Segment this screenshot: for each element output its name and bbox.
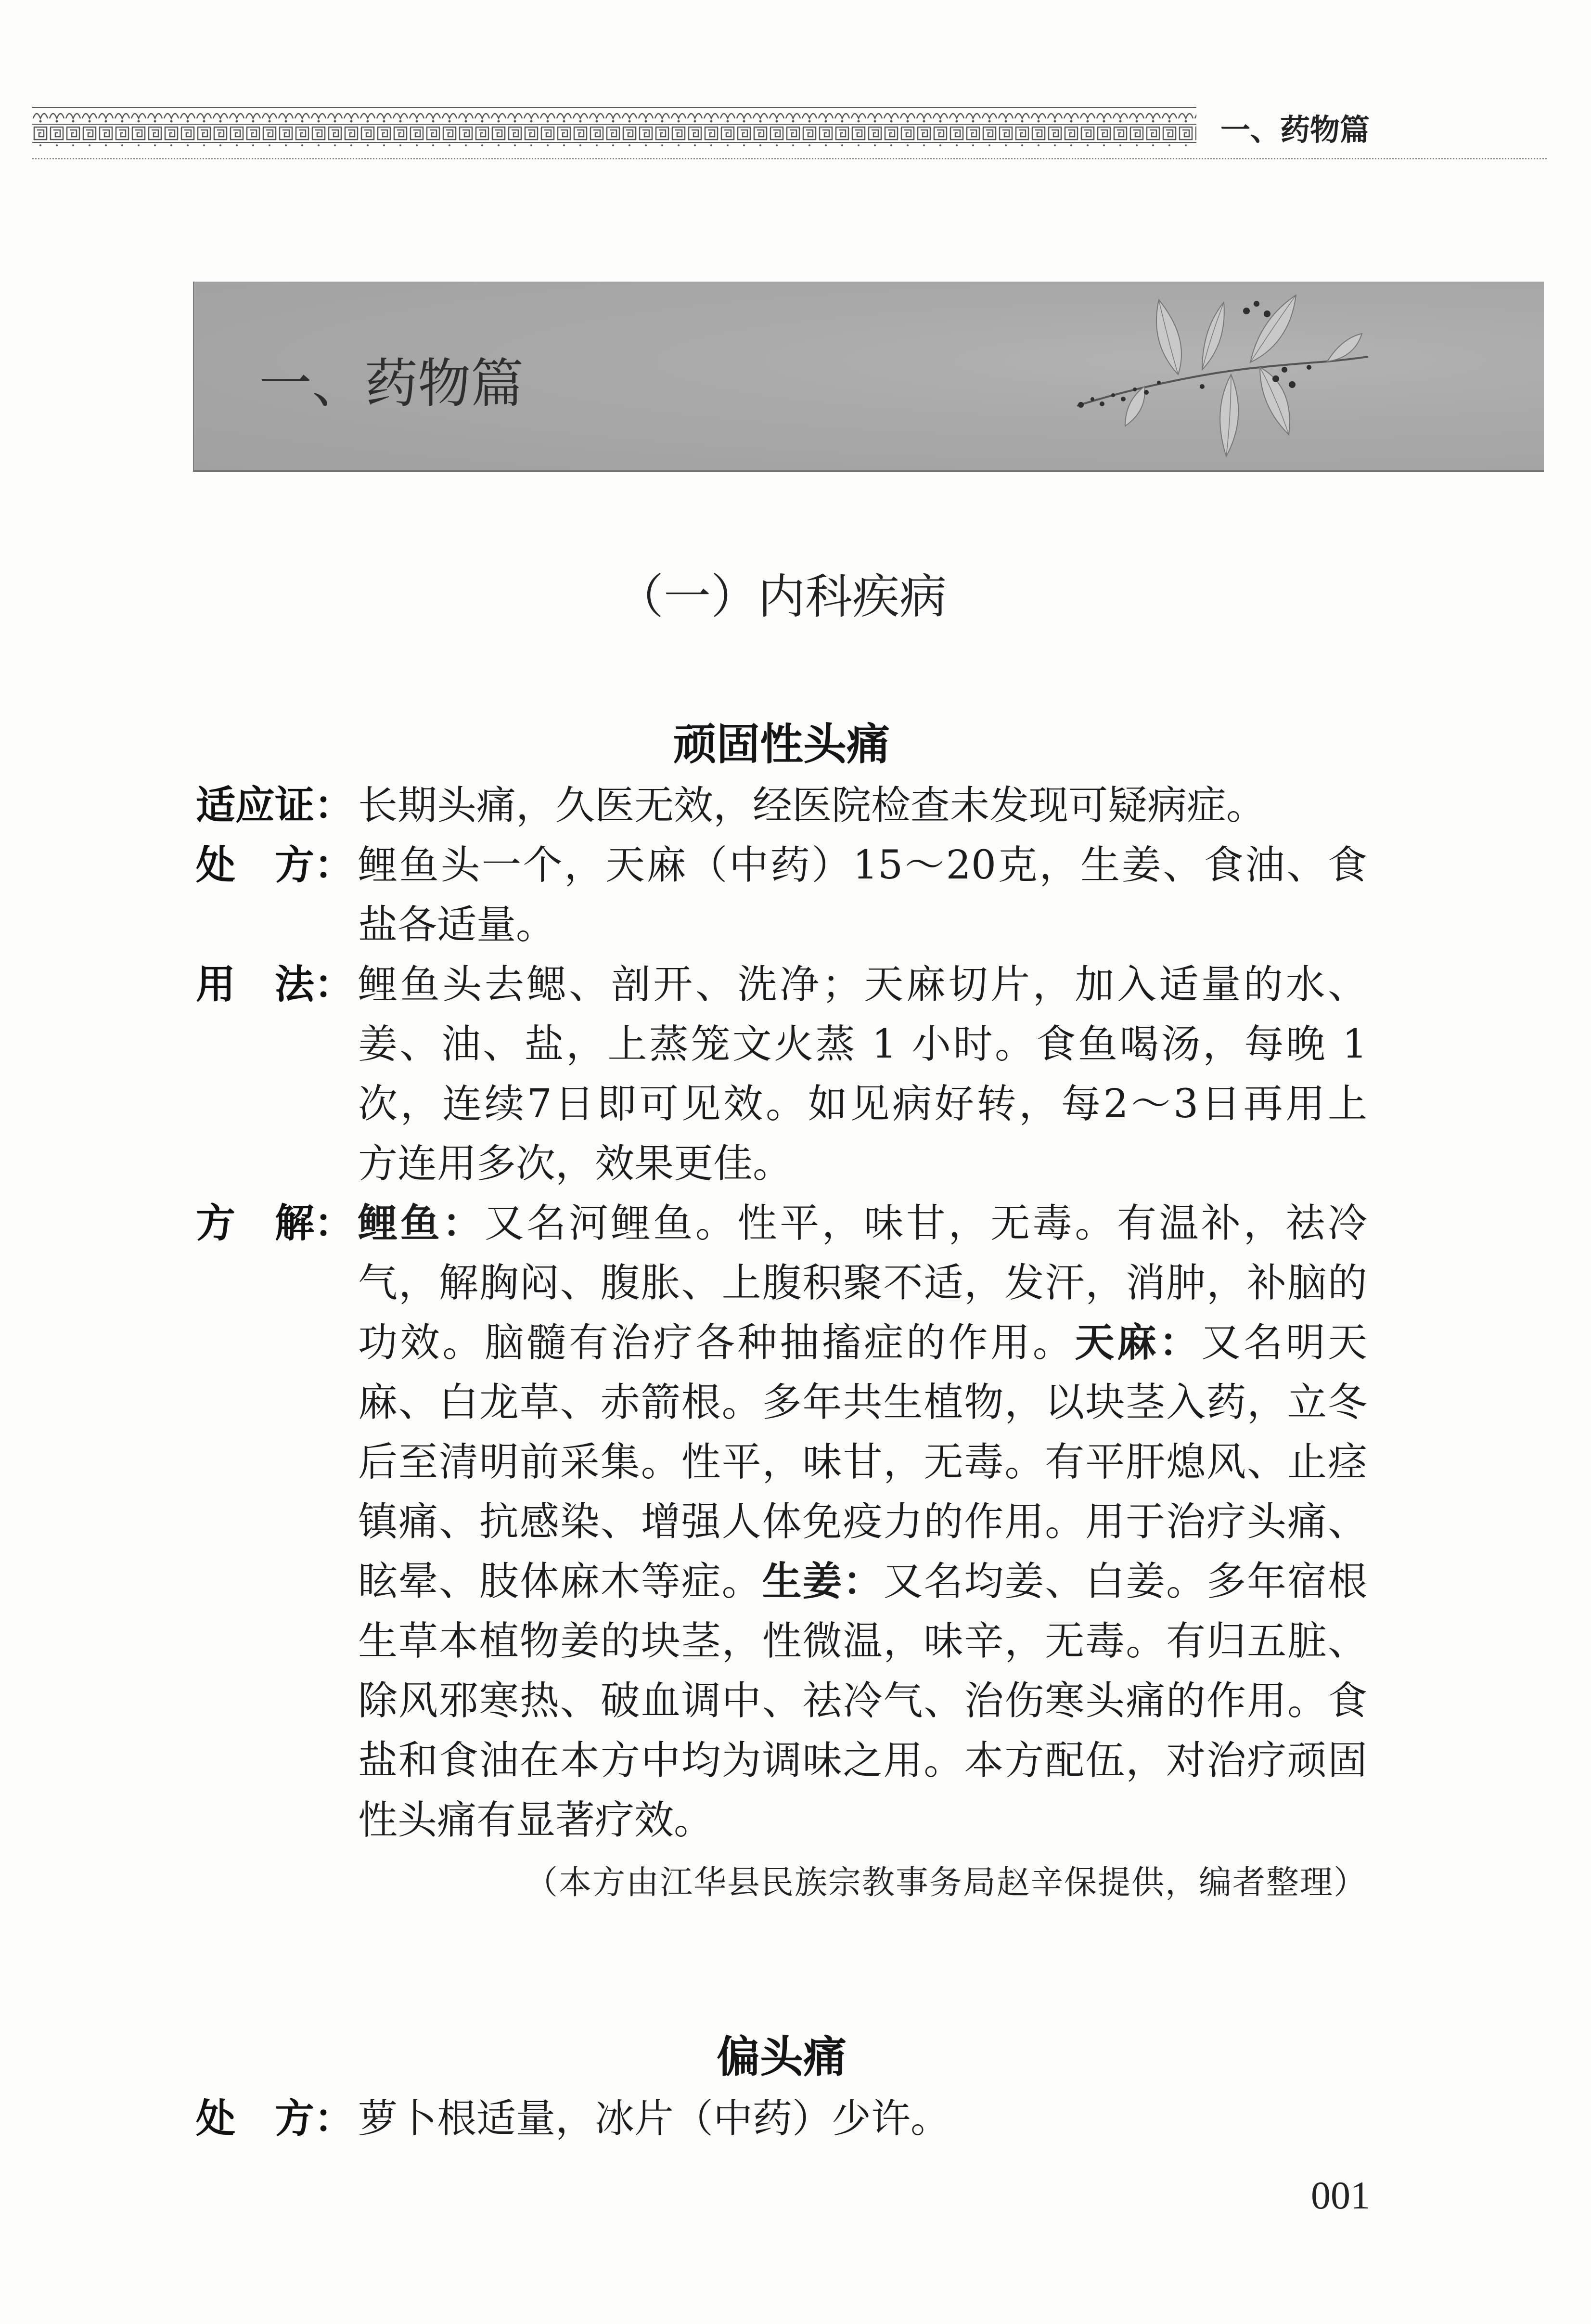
header-rule (32, 158, 1547, 159)
banner-title: 一、药物篇 (259, 354, 524, 413)
item-text (358, 2089, 1367, 2149)
herb-name: 生姜： (762, 1559, 884, 1604)
text-line: 姜、油、盐，上蒸笼文火蒸 1 小时。食鱼喝汤，每晚 1 (358, 1021, 1367, 1067)
text-segment: 镇痛、抗感染、增强人体免疫力的作用。用于治疗头痛、 (358, 1499, 1367, 1545)
source-note: （本方由江华县民族宗教事务局赵辛保提供，编者整理） (525, 1864, 1367, 1902)
item-prescription (196, 2089, 1367, 2149)
item-usage (196, 955, 1367, 1194)
entry-body (196, 2089, 1367, 2149)
text-line (358, 1194, 1367, 1253)
text-line (358, 1612, 1367, 1671)
text-segment: 又名河鲤鱼。性平，味甘，无毒。有温补，祛冷 (484, 1201, 1367, 1246)
item-indications (196, 776, 1367, 836)
text-line (358, 1731, 1367, 1791)
item-label: 用 法： (196, 962, 354, 1007)
herb-name: 天麻： (1075, 1320, 1202, 1366)
text-segment: 气，解胸闷、腹胀、上腹积聚不适，发汗，消肿，补脑的 (358, 1260, 1367, 1306)
item-label: 处 方： (196, 2096, 354, 2142)
text-line: 鲤鱼头去鳃、剖开、洗净；天麻切片，加入适量的水、 (358, 962, 1367, 1007)
text-line: 长期头痛，久医无效，经医院检查未发现可疑病症。 (358, 783, 1266, 828)
entry-title: 顽固性头痛 (673, 719, 890, 770)
item-label: 方 解： (196, 1201, 354, 1246)
item-explanation (196, 1194, 1367, 1850)
item-text (358, 1194, 1367, 1850)
item-text (358, 836, 1367, 955)
text-line (358, 1433, 1367, 1492)
herb-name: 鲤鱼： (358, 1201, 485, 1246)
text-line: 鲤鱼头一个，天麻（中药）15～20克，生姜、食油、食 (358, 842, 1367, 888)
text-line (358, 1552, 1367, 1612)
text-segment: 麻、白龙草、赤箭根。多年共生植物，以块茎入药，立冬 (358, 1380, 1367, 1425)
text-segment: 性头痛有显著疗效。 (358, 1797, 714, 1843)
header-ornament-band (32, 106, 1196, 147)
item-label: 处 方： (196, 842, 354, 888)
text-segment: 生草本植物姜的块茎，性微温，味辛，无毒。有归五脏、 (358, 1618, 1367, 1664)
entry-body (196, 776, 1367, 1850)
text-segment: 除风邪寒热、破血调中、祛冷气、治伤寒头痛的作用。食 (358, 1678, 1367, 1724)
text-line (358, 1791, 1367, 1850)
text-line (358, 1492, 1367, 1552)
text-segment: 又名均姜、白姜。多年宿根 (883, 1559, 1367, 1604)
text-segment: 后至清明前采集。性平，味甘，无毒。有平肝熄风、止痉 (358, 1439, 1367, 1485)
text-line: 方连用多次，效果更佳。 (358, 1141, 793, 1187)
text-line: 盐各适量。 (358, 902, 556, 948)
text-line: 次，连续7日即可见效。如见病好转，每2～3日再用上 (358, 1081, 1367, 1127)
entry-title: 偏头痛 (717, 2031, 847, 2082)
text-line (358, 1253, 1367, 1313)
item-prescription (196, 836, 1367, 955)
chapter-title: （一）内科疾病 (616, 569, 947, 624)
item-label: 适应证： (196, 783, 354, 828)
text-line (358, 1671, 1367, 1731)
page-number: 001 (1311, 2173, 1370, 2217)
text-segment: 功效。脑髓有治疗各种抽搐症的作用。 (358, 1320, 1075, 1366)
text-line: 萝卜根适量，冰片（中药）少许。 (358, 2096, 950, 2142)
running-header-section-title: 一、药物篇 (1220, 112, 1370, 147)
item-text (358, 955, 1367, 1194)
item-text (358, 776, 1367, 836)
text-line (358, 1373, 1367, 1433)
text-segment: 盐和食油在本方中均为调味之用。本方配伍，对治疗顽固 (358, 1738, 1367, 1783)
branch-ornament-icon (1058, 290, 1380, 466)
text-line (358, 1313, 1367, 1373)
text-segment: 又名明天 (1201, 1320, 1367, 1366)
text-segment: 眩晕、肢体麻木等症。 (358, 1559, 762, 1604)
section-banner (193, 282, 1544, 472)
